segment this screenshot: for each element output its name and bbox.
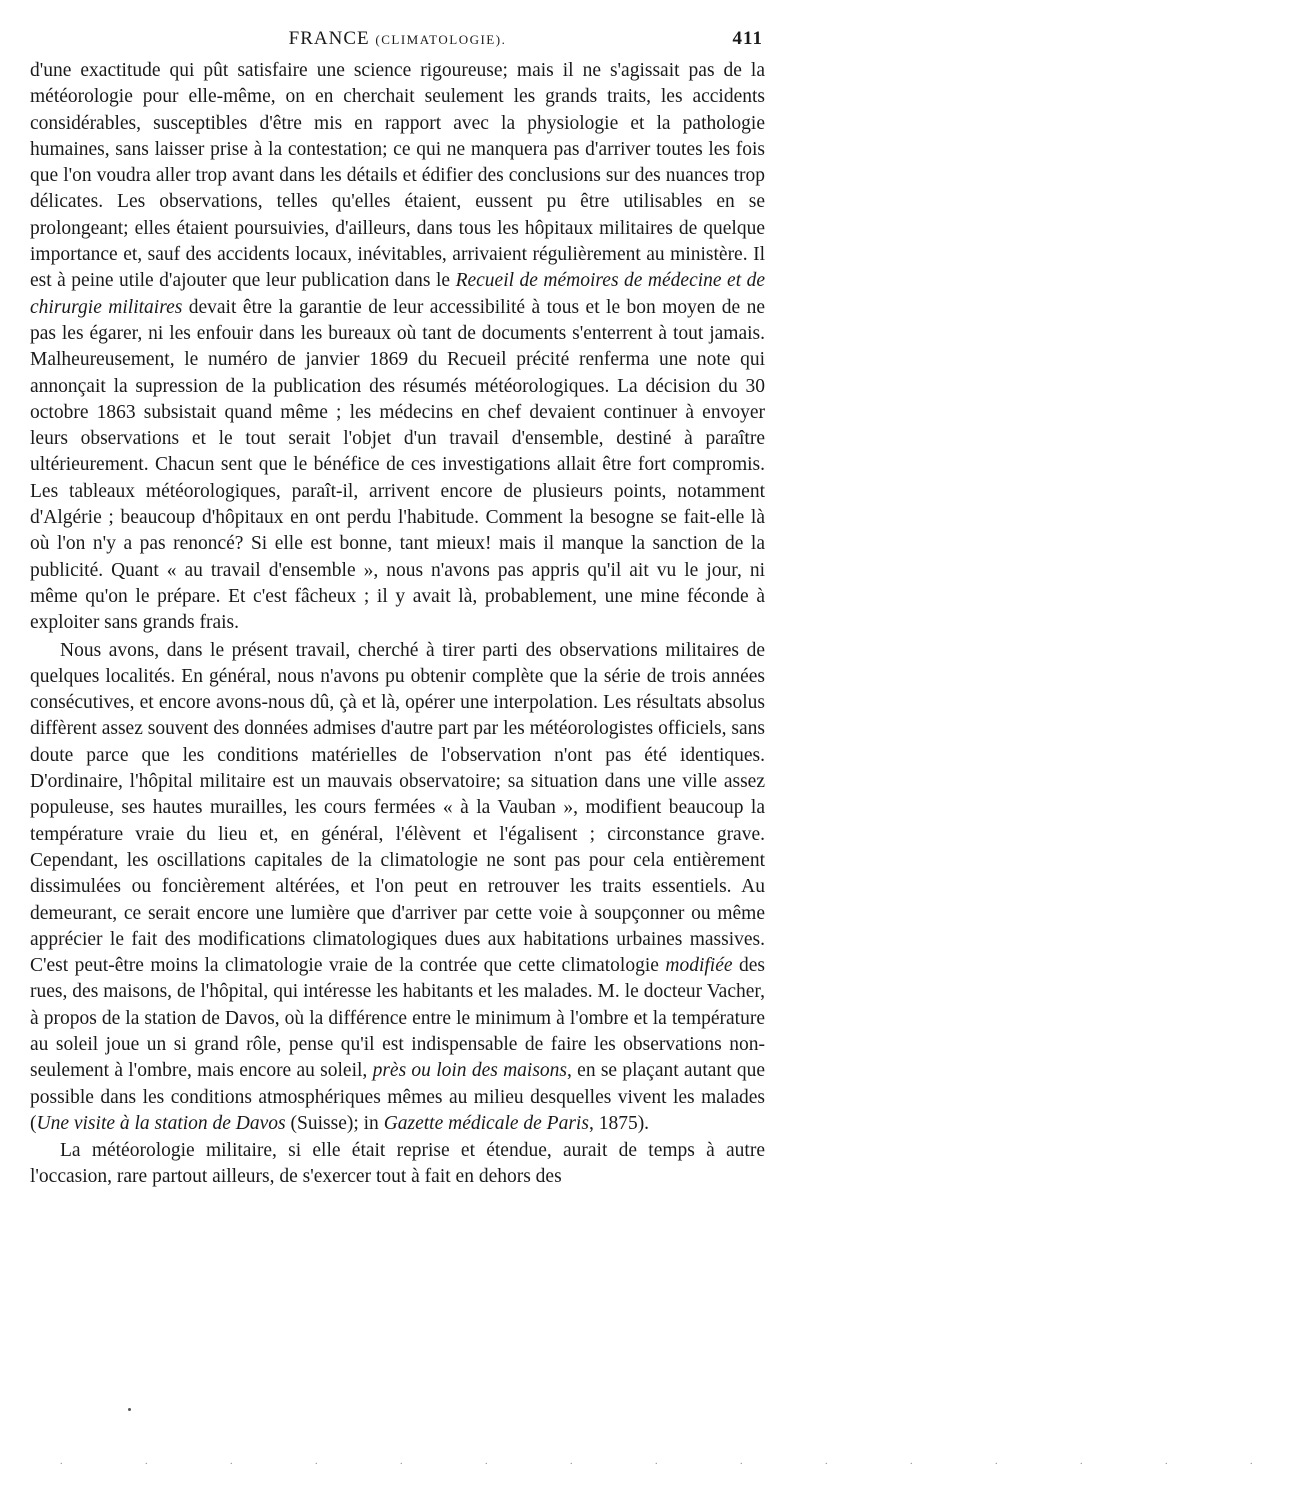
running-head	[30, 28, 765, 58]
text-run: , 1875).	[588, 1112, 650, 1134]
italic-title: Une visite à la station de Davos	[36, 1112, 286, 1134]
body-text	[30, 58, 765, 1191]
paragraph-p3	[30, 1138, 765, 1191]
running-title-main: FRANCE	[288, 28, 370, 49]
text-run: La météorologie militaire, si elle était reprise et étendue, aurait de temps à autre l'occasion, rare partout ailleurs, de s'exercer tout à fait en dehors des	[30, 1140, 765, 1188]
italic-title: Gazette médicale de Paris	[383, 1112, 589, 1134]
running-title-sub: (CLIMATOLOGIE).	[375, 32, 507, 47]
text-run: (Suisse); in	[285, 1112, 384, 1134]
page	[30, 28, 765, 1191]
italic-title: Recueil de mémoires de médecine et de chirurgie militaires	[30, 270, 766, 318]
paragraph-p1	[30, 58, 765, 637]
italic-title: près ou loin des maisons	[372, 1060, 568, 1082]
paragraph-p2	[30, 638, 765, 1138]
page-number: 411	[732, 28, 763, 49]
text-run: Nous avons, dans le présent travail, cherché à tirer parti des observations militaires de quelques localités. En général, nous n'avons pu obtenir complète que la série de trois années consécutives, et encore avons-nous dû, çà et là, opérer une interpolation. Les résultats absolus diffèrent assez souvent des données admises d'autre part par les météorologistes officiels, sans doute parce que les conditions matérielles de l'observation n'ont pas été identiques. D'ordinaire, l'hôpital militaire est un mauvais observatoire; sa situation dans une ville assez populeuse, ses hautes murailles, les cours fermées « à la Vauban », modifient beaucoup la température vraie du lieu et, en général, l'élèvent et l'égalisent ; circonstance grave. Cependant, les oscillations capitales de la climatologie ne sont pas pour cela entièrement dissimulées ou foncièrement altérées, et l'on peut en retrouver les traits essentiels. Au demeurant, ce serait encore une lumière que d'arriver par cette voie à soupçonner ou même apprécier le fait des modifications climatologiques dues aux habitations urbaines massives. C'est peut-être moins la climatologie vraie de la contrée que cette climatologie	[30, 639, 765, 977]
text-run: devait être la garantie de leur accessibilité à tous et le bon moyen de ne pas les égarer, ni les enfouir dans les bureaux où tant de documents s'enterrent à tout jamais. Malheureusement, le numéro de janvier 1869 du Recueil précité renferma une note qui annonçait la supression de la publication des résumés météorologiques. La décision du 30 octobre 1863 subsistait quand même ; les médecins en chef devaient continuer à envoyer leurs observations et le tout serait l'objet d'un travail d'ensemble, destiné à paraître ultérieurement. Chacun sent que le bénéfice de ces investigations allait être fort compromis. Les tableaux météorologiques, paraît-il, arrivent encore de plusieurs points, notamment d'Algérie ; beaucoup d'hôpitaux en ont perdu l'habitude. Comment la besogne se fait-elle là où l'on n'y a pas renoncé? Si elle est bonne, tant mieux! mais il manque la sanction de la publicité. Quant « au travail d'ensemble », nous n'avons pas appris qu'il ait vu le jour, ni même qu'on le prépare. Et c'est fâcheux ; il y avait là, probablement, une mine féconde à exploiter sans grands frais.	[30, 296, 765, 634]
bleed-through-marks: . . . . . . . . . . . . . . .	[60, 1456, 1293, 1467]
print-speck	[128, 1408, 131, 1411]
text-run: des rues, des maisons, de l'hôpital, qui intéresse les habitants et les malades. M. le docteur Vacher, à propos de la station de Davos, où la différence entre le minimum à l'ombre et la température au soleil joue un si grand rôle, pense qu'il est indispensable de faire les observations non-seulement à l'ombre, mais encore au soleil,	[30, 955, 765, 1082]
text-run: , en se plaçant autant que possible dans les conditions atmosphériques mêmes au milieu desquelles vivent les malades (	[30, 1060, 766, 1134]
text-run: d'une exactitude qui pût satisfaire une science rigoureuse; mais il ne s'agissait pas de la météorologie pour elle-même, on en cherchait seulement les grands traits, les accidents considérables, susceptibles d'être mis en rapport avec la physiologie et la pathologie humaines, sans laisser prise à la contestation; ce qui ne manquera pas d'arriver toutes les fois que l'on voudra aller trop avant dans les détails et édifier des conclusions sur des nuances trop délicates. Les observations, telles qu'elles étaient, eussent pu être utilisables en se prolongeant; elles étaient poursuivies, d'ailleurs, dans tous les hôpitaux militaires de quelque importance et, sauf des accidents locaux, inévitables, arrivaient régulièrement au ministère. Il est à peine utile d'ajouter que leur publication dans le	[30, 60, 765, 292]
italic-title: modifiée	[665, 955, 733, 977]
running-title	[30, 28, 765, 50]
